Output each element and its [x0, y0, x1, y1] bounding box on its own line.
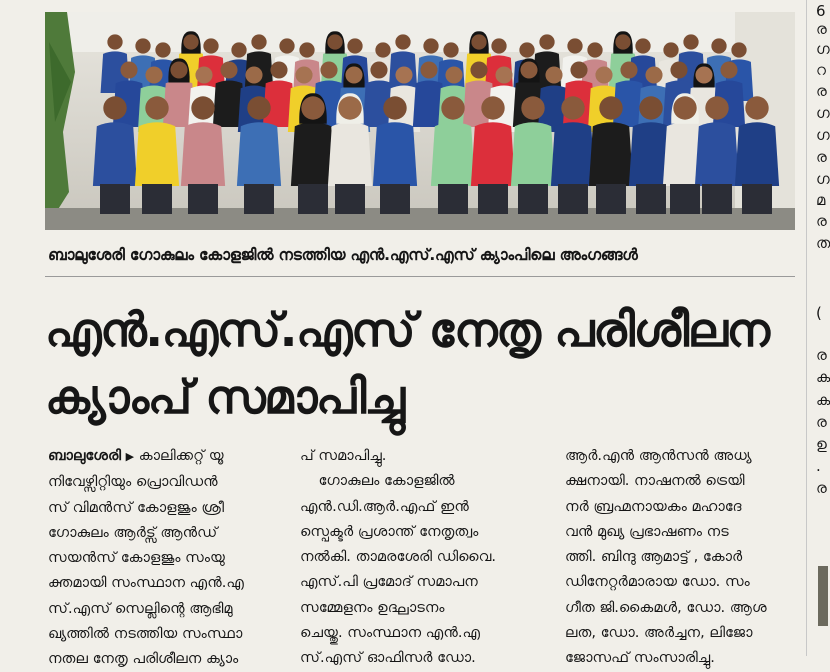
article-line: ഗീത ജി.കൈമൾ, ഡോ. ആശ — [565, 598, 767, 616]
article-line: എസ്.പി പ്രമോദ് സമാപന — [300, 573, 478, 591]
article-first-line — [48, 443, 284, 469]
article-line: ചെയ്തു. സംസ്ഥാന എൻ.എ — [300, 624, 481, 642]
article-column-2 — [300, 443, 540, 671]
adjacent-text-fragment: 6 — [816, 2, 826, 20]
adjacent-text-fragment: ര — [816, 212, 827, 230]
adjacent-text-fragment: റ — [816, 61, 826, 79]
adjacent-text-fragment: ഗ — [816, 40, 830, 58]
adjacent-article-fragment — [814, 0, 828, 656]
article-line: സ്.എസ് സെല്ലിന്റെ ആഭിമു — [48, 599, 233, 617]
column-edge-rule — [806, 0, 807, 656]
dateline: ബാലുശേരി — [48, 447, 121, 464]
group-photo-illustration — [45, 12, 795, 230]
article-column-1 — [48, 443, 284, 672]
article-line: നിവേഴ്സിറ്റിയും പ്രൊവിഡൻ — [48, 473, 218, 491]
adjacent-text-fragment: ഗ — [816, 170, 830, 188]
article-line: ക്തമായി സംസ്ഥാന എൻ.എ — [48, 574, 244, 592]
article-first-line-text: കാലിക്കറ്റ് യൂ — [134, 447, 224, 464]
adjacent-text-fragment: ഗ — [816, 104, 830, 122]
headline-line-2: ക്യാംപ് സമാപിച്ചു — [45, 370, 404, 425]
adjacent-photo-fragment — [818, 566, 828, 626]
headline-line-1: എൻ.എസ്.എസ് നേതൃ പരിശീലന — [45, 303, 769, 358]
article-line: ക്ഷനായി. നാഷനൽ ട്രെയി — [565, 472, 745, 490]
article-column-3 — [565, 443, 795, 671]
article-line: സ്.എസ് ഓഫിസർ ഡോ. — [300, 649, 476, 667]
group-photo — [45, 12, 795, 230]
article-line: നൽകി. താമരശേരി ഡിവൈ. — [300, 548, 497, 566]
article-line: സമ്മേളനം ഉദ്ഘാടനം — [300, 598, 445, 616]
adjacent-text-fragment: ര — [816, 346, 827, 364]
article-line: പ് സമാപിച്ചു. — [300, 447, 387, 464]
adjacent-text-fragment: ( — [816, 304, 822, 322]
article-line: ത്തി. ബിന്ദു ആമാട്ട് , കോർ — [565, 548, 743, 566]
adjacent-text-fragment: ര — [816, 20, 827, 38]
photo-caption: ബാലുശേരി ഗോകുലം കോളജിൽ നടത്തിയ എൻ.എസ്.എസ് ക്യാംപിലെ അംഗങ്ങൾ — [48, 246, 638, 264]
adjacent-text-fragment: ക — [816, 368, 830, 386]
article-line: ഡിനേറ്റർമാരായ ഡോ. സം — [565, 573, 750, 591]
adjacent-text-fragment: ക — [816, 391, 830, 409]
adjacent-text-fragment: ര — [816, 148, 827, 166]
adjacent-text-fragment: ര — [816, 413, 827, 431]
article-line: സയൻസ് കോളജും സംയു — [48, 549, 225, 567]
adjacent-text-fragment: മ — [816, 191, 826, 209]
article-line: ജോസഫ് സംസാരിച്ചു. — [565, 649, 715, 667]
article-line: ഗോകുലം കോളജിൽ — [300, 472, 455, 490]
adjacent-text-fragment: ഉ — [816, 435, 827, 453]
caption-rule — [45, 276, 795, 277]
article-line: ഖ്യത്തിൽ നടത്തിയ സംസ്ഥാ — [48, 625, 243, 643]
article-line: വൻ മുഖ്യ പ്രഭാഷണം നട — [565, 522, 729, 540]
article-line: എൻ.ഡി.ആർ.എഫ് ഇൻ — [300, 497, 469, 515]
adjacent-text-fragment: ഗ — [816, 126, 830, 144]
article-line: നർ ബ്രഹ്മനായകം മഹാദേ — [565, 497, 742, 515]
adjacent-text-fragment: . — [816, 457, 821, 475]
adjacent-text-fragment: ര — [816, 82, 827, 100]
article-line: ലത, ഡോ. അർച്ചന, ലിജോ — [565, 624, 753, 642]
article-line: നതല നേതൃ പരിശീലന ക്യാം — [48, 650, 239, 668]
article-line: ഗോകുലം ആർട്സ് ആൻഡ് — [48, 523, 218, 541]
dateline-arrow-icon: ▶ — [125, 450, 135, 463]
article-line: സ് വിമൻസ് കോളജും ശ്രീ — [48, 498, 225, 516]
article-line: ആർ.എൻ ആൻസൻ അധ്യ — [565, 447, 752, 464]
adjacent-text-fragment: ര — [816, 479, 827, 497]
adjacent-text-fragment: ത — [816, 234, 830, 252]
article-line: സ്പെക്ടർ പ്രശാന്ത് നേതൃത്വം — [300, 522, 479, 540]
